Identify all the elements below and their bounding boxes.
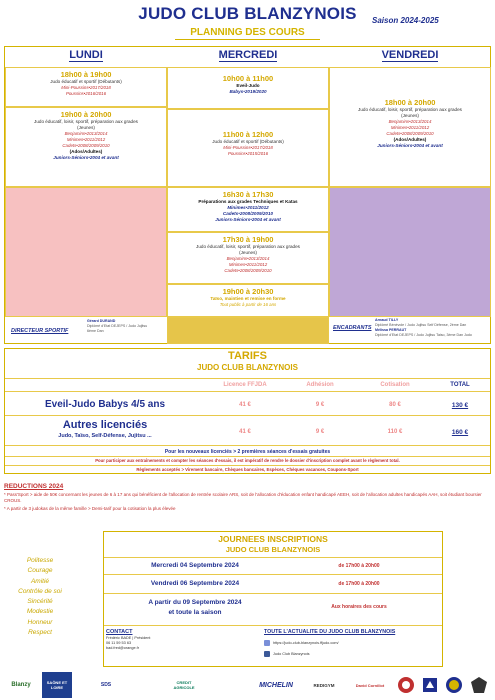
tarif-row-autres: Autres licenciés (62, 419, 148, 431)
actu-label: TOUTE L'ACTUALITE DU JUDO CLUB BLANZYNOIS (264, 629, 396, 635)
cornillot-logo: David Cornillot (355, 682, 385, 688)
mercredi-session-3: 16h30 à 17h30 Préparations aux grades Techniques et Katas Minimes•2011/2012 Cadets•2008/2009/2010 Juniors-Séniors•2004 et avant (167, 187, 329, 232)
michelin-logo: MICHELIN (259, 681, 293, 689)
inscription-hours-2: de 17h00 à 20h00 (338, 581, 380, 587)
director-label: DIRECTEUR SPORTIF (11, 328, 69, 334)
facebook-icon (264, 651, 270, 657)
header-adhesion: Adhésion (306, 382, 334, 388)
redigym-logo: REDIGYM (313, 682, 335, 688)
lundi-empty-slot (5, 187, 167, 317)
director-block: DIRECTEUR SPORTIF Gérard DURAND Diplômé d'Etat DEJEPS / Judo Jujitsu 6ème Dan (11, 319, 148, 334)
vendredi-empty-slot (329, 187, 491, 317)
inscriptions-subtitle: JUDO CLUB BLANZYNOIS (225, 545, 321, 554)
tarifs-subtitle: JUDO CLUB BLANZYNOIS (197, 363, 298, 372)
staff-gold-bar (167, 317, 329, 344)
tarif-autres-adhesion: 9 € (315, 429, 325, 435)
inscription-date-3b: et toute la saison (168, 609, 222, 616)
tarif-row-autres-sub: Judo, Taïso, Self-Défense, Jujitsu ... (58, 433, 152, 439)
partner-emblem-4 (468, 672, 490, 698)
partner-emblem-1 (396, 672, 416, 698)
day-header-mercredi: MERCREDI (218, 49, 278, 61)
inscriptions-title: JOURNEES INSCRIPTIONS (218, 534, 328, 544)
credit-agricole-logo: CREDIT AGRICOLE (173, 680, 195, 690)
tarifs-note-dossier: Pour participer aux entraînements et compter les séances d'essais, il est impératif de rendre le dossier d'inscription complet avant le règlement total. (95, 458, 400, 463)
day-header-lundi: LUNDI (69, 49, 103, 61)
header-cotisation: Cotisation (380, 382, 410, 388)
inscription-date-2: Vendredi 06 Septembre 2024 (150, 580, 240, 587)
judo-values: Politesse Courage Amitié Contrôle de soi Sincérité Modestie Honneur Respect (18, 557, 62, 637)
saone-loire-logo: SAÔNE ET LOIRE (42, 672, 72, 698)
tarifs-title: TARIFS (228, 350, 267, 362)
inscription-hours-3: Aux horaires des cours (331, 604, 387, 610)
header-licence: Licence FFJDA (223, 382, 267, 388)
facebook-link[interactable]: Judo Club Blanzynois (264, 651, 310, 657)
reductions-title: REDUCTIONS 2024 (4, 483, 64, 490)
season-label: Saison 2024-2025 (372, 16, 439, 25)
tarifs-section (4, 348, 491, 474)
tarif-row-babys: Eveil-Judo Babys 4/5 ans (44, 399, 166, 410)
subtitle-underline (175, 39, 320, 40)
tarif-babys-cotisation: 80 € (389, 402, 401, 408)
website-link[interactable]: https://judo-club-blanzynois.ffjudo.com/ (264, 640, 339, 646)
vendredi-session-1: 18h00 à 20h00 Judo éducatif, loisir, sportif, préparation aux grades (Jeunes) Benjamins•2013/2014 Minimes•2011/2012 Cadets•2008/2009/2010 (Ados/Adultes) Juniors-Séniors•2004 et avant (329, 67, 491, 187)
sponsor-bar (0, 670, 495, 700)
reductions-famille: * A partir de 3 judokas de la même famille > Demi-tarif pour la cotisation la plus élevée (4, 506, 176, 511)
web-icon (264, 640, 270, 646)
reductions-passsport: * Pass'Sport > aide de 50€ concernant les jeunes de 6 à 17 ans qui bénéficient de l'allocation de rentrée scolaire ARS, soit de l'allocation d'éducation enfant handicapé AEEH, soit de l'allocation adultes handicapés AAH, soit étudiant boursier CROUS. (4, 492, 482, 503)
tarif-autres-total: 160 € (451, 429, 469, 436)
tarif-autres-licence: 41 € (239, 429, 251, 435)
tarifs-note-essais: Pour les nouveaux licenciés > 2 premières séances d'essais gratuites (164, 449, 331, 455)
mercredi-session-4: 17h30 à 19h00 Judo éducatif, loisir, sportif, préparation aux grades (Jeunes) Benjamins•2013/2014 Minimes•2011/2012 Cadets•2008/2009/2010 (167, 232, 329, 284)
lundi-session-2: 19h00 à 20h00 Judo éducatif, loisir, sportif, préparation aux grades (Jeunes) Benjamins•2013/2014 Minimes•2011/2012 Cadets•2008/2009/2010 (Ados/Adultes) Juniors-Séniors•2004 et avant (5, 107, 167, 187)
page-title: JUDO CLUB BLANZYNOIS (138, 4, 357, 23)
tarif-autres-cotisation: 110 € (387, 429, 403, 435)
inscription-date-3: A partir du 09 Septembre 2024 (148, 599, 242, 606)
inscriptions-section (103, 531, 443, 667)
planning-subtitle: PLANNING DES COURS (190, 27, 305, 38)
tarif-babys-adhesion: 9 € (315, 402, 325, 408)
header-total: TOTAL (450, 382, 470, 388)
mercredi-session-2: 11h00 à 12h00 Judo éducatif et sportif (Débutants) Mini-Poussins•2017/2018 Poussins•2015/2016 (167, 109, 329, 187)
reductions-section (4, 483, 491, 512)
mercredi-session-5: 19h00 à 20h30 Taïso, maintien et remise en forme Tout public à partir de 16 ans (167, 284, 329, 317)
partner-emblem-3 (444, 672, 464, 698)
tarif-babys-total: 130 € (451, 402, 469, 409)
tarif-babys-licence: 41 € (239, 402, 251, 408)
partner-emblem-2 (420, 672, 440, 698)
coaches-block: ENCADRANTS Arnaud TILLY Diplômé Bénévole / Judo Jujitsu Self Défense, 2ème Dan Mélissa PERRAUT Diplômé d'Etat DEJEPS / Judo Jujitsu Taiso, 3ème Dan Judo (333, 318, 472, 337)
inscription-date-1: Mercredi 04 Septembre 2024 (151, 562, 239, 569)
day-header-vendredi: VENDREDI (381, 49, 439, 61)
inscription-hours-1: de 17h00 à 20h00 (338, 563, 380, 569)
sds-logo: SDS (100, 682, 112, 688)
mercredi-session-1: 10h00 à 11h00 Eveil-Judo Babys•2019/2020 (167, 67, 329, 109)
contact-info: Frédéric BADE | Président 06 11 59 53 63 bad.fred@orange.fr (106, 636, 151, 650)
tarifs-note-reglements: Règlements acceptés > Virement bancaire, Chèques bancaires, Espèces, Chèques vacances, Coupons-Sport (136, 467, 359, 472)
blanzy-logo: Blanzy (11, 682, 31, 688)
planning-table (4, 46, 491, 344)
coaches-label: ENCADRANTS (333, 325, 372, 331)
contact-label: CONTACT (106, 629, 133, 635)
lundi-session-1: 18h00 à 19h00 Judo éducatif et sportif (Débutants) Mini-Poussins•2017/2018 Poussins•2016/2016 (5, 67, 167, 107)
